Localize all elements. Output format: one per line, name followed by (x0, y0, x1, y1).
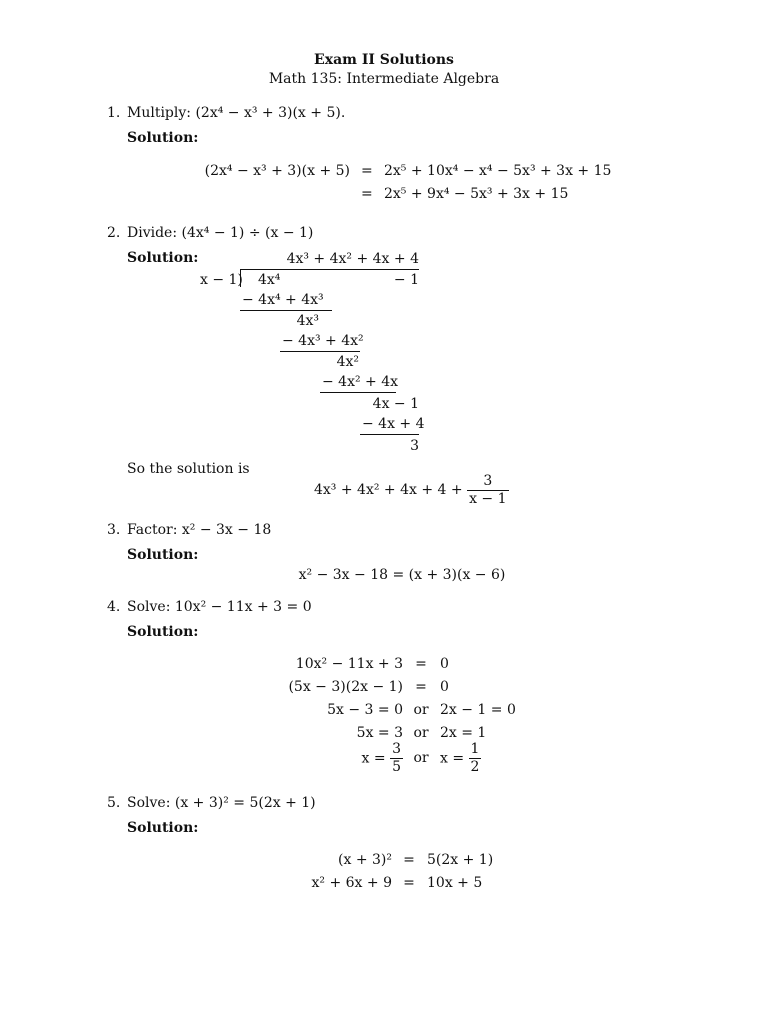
lhs-5-numerator: 3 (392, 741, 401, 757)
division-step-remainder-2: 4x² (336, 354, 359, 370)
problem-4-statement: Solve: 10x² − 11x + 3 = 0 (127, 599, 312, 615)
long-division-dividend-tail: − 1 (393, 272, 419, 288)
rhs-5-prefix: x = (440, 750, 465, 767)
problem-5-rhs-2: 10x + 5 (427, 875, 483, 891)
problem-4-rhs-3: 2x − 1 = 0 (440, 702, 516, 718)
problem-4-lhs-1: 10x² − 11x + 3 (295, 656, 403, 672)
problem-4-rel-1: = (415, 656, 427, 672)
division-step-subtract-3: − 4x² + 4x (322, 374, 399, 390)
problem-5-rel-1: = (403, 852, 415, 868)
problem-4-rhs-2: 0 (440, 679, 449, 695)
problem-1-rel-2: = (361, 186, 373, 202)
problem-5-number: 5. (107, 795, 121, 811)
lhs-5-fraction (390, 741, 403, 776)
division-final-remainder: 3 (410, 438, 419, 454)
problem-4-lhs-2: (5x − 3)(2x − 1) (288, 679, 403, 695)
problem-4-rel-5: or (413, 750, 429, 766)
problem-1-rhs-2: 2x⁵ + 9x⁴ − 5x³ + 3x + 15 (384, 186, 569, 202)
course-subtitle: Math 135: Intermediate Algebra (268, 71, 500, 87)
problem-4-rel-2: = (415, 679, 427, 695)
long-division-quotient: 4x³ + 4x² + 4x + 4 (286, 251, 419, 267)
problem-1-rel-1: = (361, 163, 373, 179)
problem-5-solution-label: Solution: (127, 820, 199, 836)
division-rule-2 (280, 351, 360, 352)
fraction-numerator: 3 (467, 473, 508, 491)
division-step-remainder-1: 4x³ (296, 313, 319, 329)
problem-1-number: 1. (107, 105, 121, 121)
division-final-answer (314, 472, 509, 508)
problem-4-rel-4: or (413, 725, 429, 741)
lhs-5-denominator: 5 (392, 759, 401, 775)
problem-1-statement: Multiply: (2x⁴ − x³ + 3)(x + 5). (127, 105, 346, 121)
division-step-subtract-2: − 4x³ + 4x² (282, 333, 364, 349)
division-step-remainder-3: 4x − 1 (372, 396, 419, 412)
final-answer-fraction (467, 473, 508, 508)
page-title: Exam II Solutions (314, 52, 454, 68)
problem-4-solution-label: Solution: (127, 624, 199, 640)
problem-4-rhs-4: 2x = 1 (440, 725, 487, 741)
problem-5-rel-2: = (403, 875, 415, 891)
problem-4-lhs-3: 5x − 3 = 0 (327, 702, 403, 718)
problem-1-rhs-1: 2x⁵ + 10x⁴ − x⁴ − 5x³ + 3x + 15 (384, 163, 612, 179)
problem-1-solution-label: Solution: (127, 130, 199, 146)
problem-5-lhs-2: x² + 6x + 9 (311, 875, 392, 891)
problem-4-lhs-4: 5x = 3 (356, 725, 403, 741)
division-rule-4 (360, 434, 419, 435)
division-step-subtract-1: − 4x⁴ + 4x³ (242, 292, 324, 308)
problem-3-equation: x² − 3x − 18 = (x + 3)(x − 6) (298, 567, 506, 583)
problem-3-number: 3. (107, 522, 121, 538)
division-rule-1 (240, 310, 332, 311)
long-division-dividend-lead: 4x⁴ (258, 272, 281, 288)
problem-2-number: 2. (107, 225, 121, 241)
division-bar (240, 269, 419, 270)
final-answer-polynomial: 4x³ + 4x² + 4x + 4 + (314, 482, 463, 498)
problem-5-lhs-1: (x + 3)² (338, 852, 392, 868)
problem-4-rhs-5 (440, 741, 481, 776)
division-conclusion-text: So the solution is (127, 461, 250, 477)
problem-5-rhs-1: 5(2x + 1) (427, 852, 494, 868)
problem-3-solution-label: Solution: (127, 547, 199, 563)
division-rule-3 (320, 392, 396, 393)
rhs-5-denominator: 2 (470, 759, 480, 775)
fraction-denominator: x − 1 (469, 490, 507, 507)
problem-4-rel-3: or (413, 702, 429, 718)
problem-4-number: 4. (107, 599, 121, 615)
long-division-divisor: x − 1) (200, 272, 243, 288)
problem-5-statement: Solve: (x + 3)² = 5(2x + 1) (127, 795, 316, 811)
problem-1-lhs: (2x⁴ − x³ + 3)(x + 5) (204, 163, 350, 179)
problem-4-lhs-5 (240, 741, 403, 776)
problem-2-statement: Divide: (4x⁴ − 1) ÷ (x − 1) (127, 225, 314, 241)
lhs-5-prefix: x = (361, 750, 386, 767)
division-step-subtract-4: − 4x + 4 (362, 416, 425, 432)
problem-4-rhs-1: 0 (440, 656, 449, 672)
rhs-5-fraction (469, 741, 482, 776)
problem-3-statement: Factor: x² − 3x − 18 (127, 522, 272, 538)
problem-2-solution-label: Solution: (127, 250, 199, 266)
rhs-5-numerator: 1 (470, 741, 480, 757)
